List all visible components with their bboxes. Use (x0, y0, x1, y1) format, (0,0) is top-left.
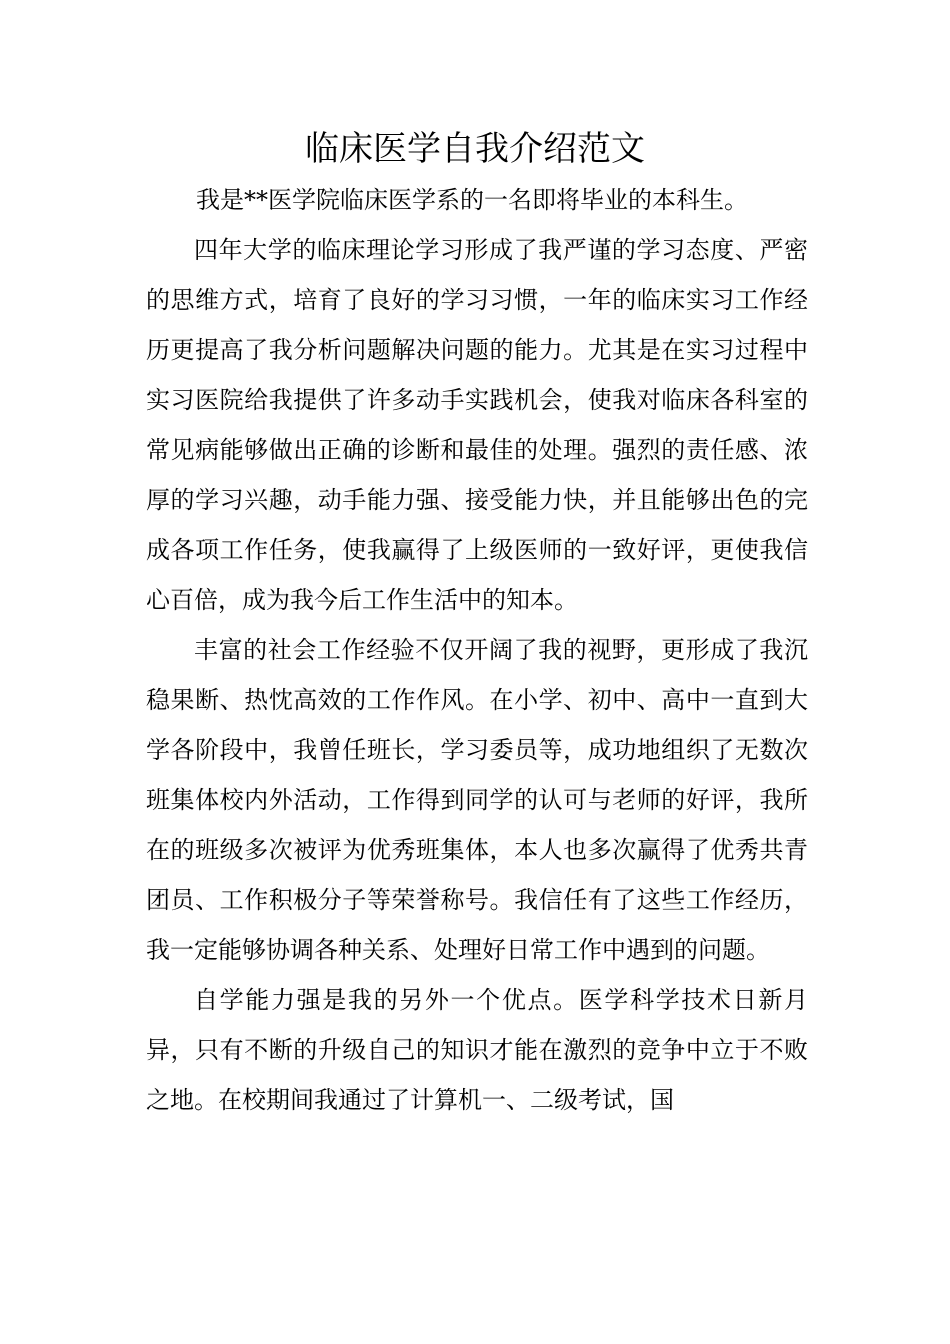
lead-line: 我是**医学院临床医学系的一名即将毕业的本科生。 (196, 186, 748, 214)
paragraph-social-work: 丰富的社会工作经验不仅开阔了我的视野，更形成了我沉稳果断、热忱高效的工作作风。在小学、初中、高中一直到大学各阶段中，我曾任班长，学习委员等，成功地组织了无数次班集体校内外活动，工作得到同学的认可与老师的好评，我所在的班级多次被评为优秀班集体，本人也多次赢得了优秀共青团员、工作积极分子等荣誉称号。我信任有了这些工作经历，我一定能够协调各种关系、处理好日常工作中遇到的问题。 (146, 636, 808, 964)
document-body (146, 225, 808, 1125)
document-title: 临床医学自我介绍范文 (305, 129, 645, 169)
paragraph-study: 四年大学的临床理论学习形成了我严谨的学习态度、严密的思维方式，培育了良好的学习习惯，一年的临床实习工作经历更提高了我分析问题解决问题的能力。尤其是在实习过程中实习医院给我提供了许多动手实践机会，使我对临床各科室的常见病能够做出正确的诊断和最佳的处理。强烈的责任感、浓厚的学习兴趣，动手能力强、接受能力快，并且能够出色的完成各项工作任务，使我赢得了上级医师的一致好评，更使我信心百倍，成为我今后工作生活中的知本。 (146, 236, 808, 614)
paragraph-self-learning: 自学能力强是我的另外一个优点。医学科学技术日新月异，只有不断的升级自己的知识才能在激烈的竞争中立于不败之地。在校期间我通过了计算机一、二级考试，国 (146, 986, 808, 1114)
